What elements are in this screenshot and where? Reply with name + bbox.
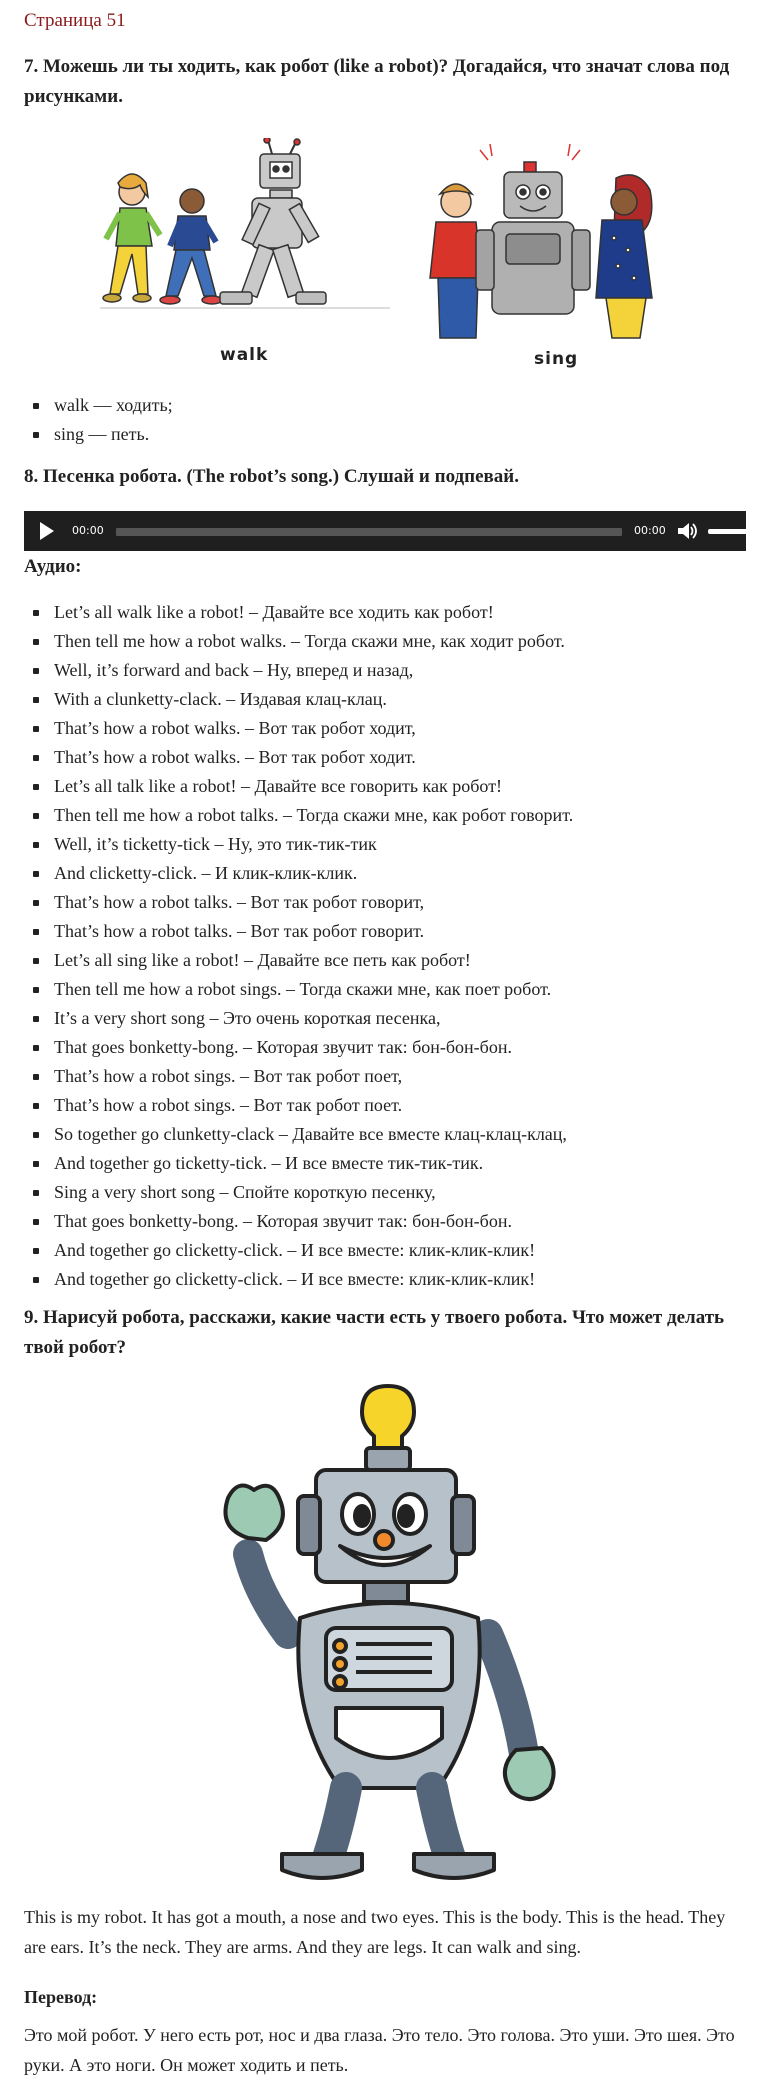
list-item: That’s how a robot talks. – Вот так робот говорит. xyxy=(54,917,573,946)
word-list xyxy=(24,391,173,449)
english-text: This is my robot. It has got a mouth, a nose and two eyes. This is the body. This is the head. They are ears. It’s the neck. They are arms. And they are legs. It can walk and sing. xyxy=(24,1907,726,1957)
task9-heading: 9. Нарисуй робота, расскажи, какие части есть у твоего робота. Что может делать твой робот? xyxy=(24,1307,725,1358)
song-lyrics xyxy=(24,598,573,1294)
task7-heading: 7. Можешь ли ты ходить, как робот (like a robot)? Догадайся, что значат слова под рисунками. xyxy=(24,56,730,107)
play-icon[interactable] xyxy=(40,522,54,540)
list-item: That’s how a robot walks. – Вот так робот ходит. xyxy=(54,743,573,772)
list-item: That goes bonketty-bong. – Которая звучит так: бон-бон-бон. xyxy=(54,1033,573,1062)
list-item: Well, it’s forward and back – Ну, вперед и назад, xyxy=(54,656,573,685)
list-item: That’s how a robot walks. – Вот так робот ходит, xyxy=(54,714,573,743)
list-item: It’s a very short song – Это очень короткая песенка, xyxy=(54,1004,573,1033)
current-time: 00:00 xyxy=(72,524,104,537)
task8-heading: 8. Песенка робота. (The robot’s song.) Слушай и подпевай. xyxy=(24,466,519,487)
page-link[interactable]: Страница 51 xyxy=(24,10,126,31)
list-item: walk — ходить; xyxy=(54,391,173,420)
list-item: And together go clicketty-click. – И все вместе: клик-клик-клик! xyxy=(54,1265,573,1294)
list-item: And together go ticketty-tick. – И все вместе тик-тик-тик. xyxy=(54,1149,573,1178)
list-item: sing — петь. xyxy=(54,420,173,449)
list-item: So together go clunketty-clack – Давайте все вместе клац-клац-клац, xyxy=(54,1120,573,1149)
list-item: Well, it’s ticketty-tick – Ну, это тик-тик-тик xyxy=(54,830,573,859)
list-item: That’s how a robot sings. – Вот так робот поет, xyxy=(54,1062,573,1091)
duration: 00:00 xyxy=(634,524,666,537)
list-item: That’s how a robot sings. – Вот так робот поет. xyxy=(54,1091,573,1120)
list-item: Then tell me how a robot talks. – Тогда скажи мне, как робот говорит. xyxy=(54,801,573,830)
audio-label: Аудио: xyxy=(24,556,82,577)
sing-illustration xyxy=(420,138,660,348)
list-item: Then tell me how a robot sings. – Тогда скажи мне, как поет робот. xyxy=(54,975,573,1004)
robot-drawing xyxy=(196,1378,580,1888)
list-item: Let’s all talk like a robot! – Давайте все говорить как робот! xyxy=(54,772,573,801)
volume-slider[interactable] xyxy=(708,529,762,534)
list-item: With a clunketty-clack. – Издавая клац-клац. xyxy=(54,685,573,714)
sing-caption: sing xyxy=(534,349,579,369)
list-item: And clicketty-click. – И клик-клик-клик. xyxy=(54,859,573,888)
list-item: Sing a very short song – Спойте короткую песенку, xyxy=(54,1178,573,1207)
progress-rail[interactable] xyxy=(116,528,622,536)
volume-icon[interactable] xyxy=(676,520,698,542)
walk-illustration xyxy=(100,138,390,344)
list-item: And together go clicketty-click. – И все вместе: клик-клик-клик! xyxy=(54,1236,573,1265)
walk-caption: walk xyxy=(220,345,269,365)
list-item: Let’s all sing like a robot! – Давайте все петь как робот! xyxy=(54,946,573,975)
translation-text: Это мой робот. У него есть рот, нос и два глаза. Это тело. Это голова. Это уши. Это шея. Это руки. А это ноги. Он может ходить и петь. xyxy=(24,2025,735,2075)
list-item: That goes bonketty-bong. – Которая звучит так: бон-бон-бон. xyxy=(54,1207,573,1236)
list-item: Let’s all walk like a robot! – Давайте все ходить как робот! xyxy=(54,598,573,627)
list-item: Then tell me how a robot walks. – Тогда скажи мне, как ходит робот. xyxy=(54,627,573,656)
list-item: That’s how a robot talks. – Вот так робот говорит, xyxy=(54,888,573,917)
translation-label: Перевод: xyxy=(24,1987,98,2007)
audio-player xyxy=(24,511,746,551)
